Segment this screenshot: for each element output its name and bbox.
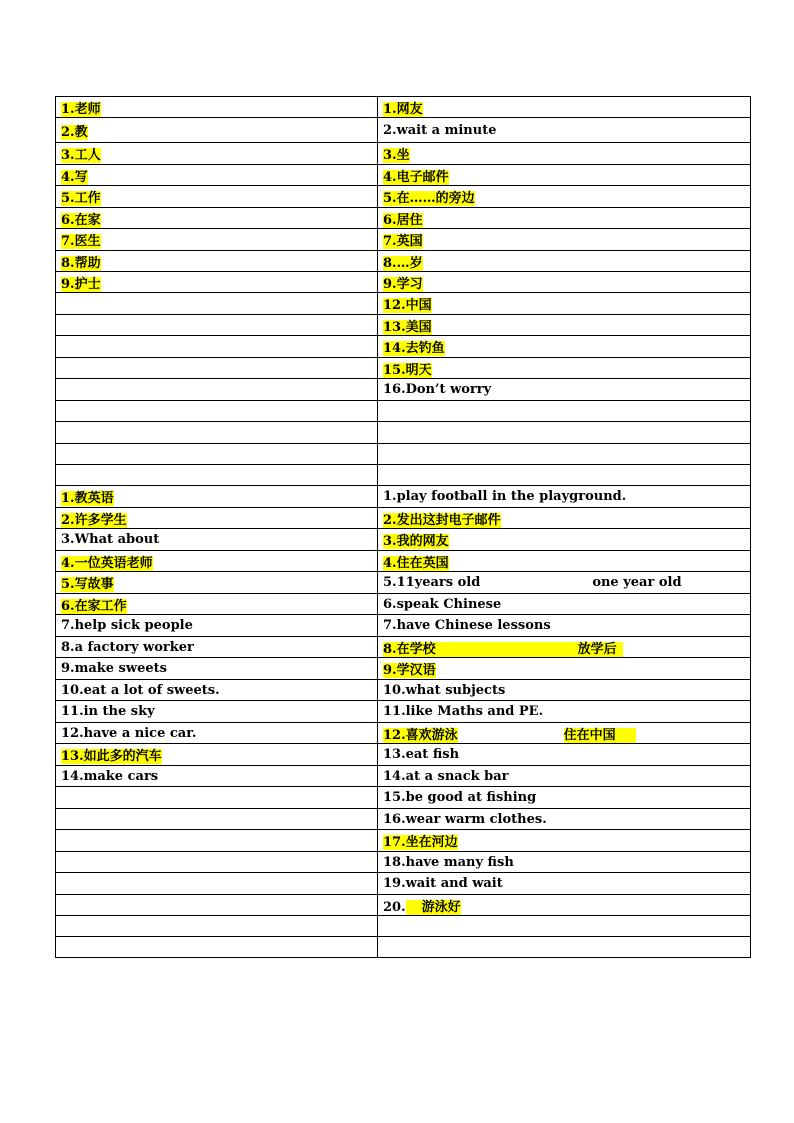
vocab-entry: 13.如此多的汽车 [61, 749, 162, 764]
vocab-entry: 3.我的网友 [383, 534, 449, 549]
left-cell [56, 809, 378, 830]
right-cell [378, 809, 751, 830]
left-cell [56, 852, 378, 873]
table-row [56, 143, 751, 165]
table-row [56, 251, 751, 272]
left-cell [56, 744, 378, 766]
spacer [616, 728, 636, 743]
table-row [56, 358, 751, 379]
vocab-entry: 14.make cars [61, 768, 159, 784]
vocab-entry: 10.eat a lot of sweets. [61, 682, 220, 698]
table-row [56, 379, 751, 401]
right-cell [378, 165, 751, 186]
left-cell [56, 444, 378, 465]
left-cell [56, 379, 378, 401]
spacer [617, 642, 623, 657]
vocab-entry: 12.have a nice car. [61, 725, 197, 741]
right-cell [378, 637, 751, 658]
left-cell [56, 336, 378, 358]
right-cell [378, 465, 751, 486]
vocab-entry: 3.工人 [61, 148, 101, 163]
right-cell [378, 744, 751, 766]
table-row [56, 723, 751, 744]
right-cell [378, 830, 751, 852]
spacer [406, 900, 422, 915]
table-row [56, 293, 751, 315]
right-cell [378, 658, 751, 680]
right-cell [378, 379, 751, 401]
vocab-entry: 9.护士 [61, 276, 101, 292]
table-row [56, 272, 751, 293]
vocab-entry: 14.去钓鱼 [383, 341, 445, 356]
vocab-entry: 16.wear warm clothes. [383, 811, 547, 827]
table-row [56, 637, 751, 658]
right-cell [378, 358, 751, 379]
table-row [56, 444, 751, 465]
vocab-entry: 9.学汉语 [383, 663, 436, 678]
vocab-entry: 10.what subjects [383, 682, 506, 698]
table-row [56, 118, 751, 143]
vocab-entry: 8.帮助 [61, 255, 101, 271]
vocab-entry: 16.Don’t worry [383, 382, 492, 397]
left-cell [56, 508, 378, 529]
table-row [56, 229, 751, 251]
left-cell [56, 701, 378, 723]
left-cell [56, 680, 378, 701]
left-cell [56, 315, 378, 336]
left-cell [56, 572, 378, 594]
left-cell [56, 401, 378, 422]
vocab-entry: 12.喜欢游泳 [383, 727, 458, 743]
vocab-entry: 9.学习 [383, 276, 423, 292]
vocab-entry: 6.speak Chinese [383, 596, 502, 612]
right-cell [378, 229, 751, 251]
vocab-entry: 14.at a snack bar [383, 768, 509, 784]
table-row [56, 572, 751, 594]
table-row [56, 744, 751, 766]
right-cell [378, 315, 751, 336]
vocab-entry: 2.教 [61, 124, 88, 140]
left-cell [56, 358, 378, 379]
table-row [56, 852, 751, 873]
right-cell [378, 422, 751, 444]
table-row [56, 401, 751, 422]
left-cell [56, 118, 378, 143]
left-cell [56, 529, 378, 551]
right-cell [378, 486, 751, 508]
table-row [56, 615, 751, 637]
table-row [56, 165, 751, 186]
left-cell [56, 895, 378, 916]
vocab-entry: 6.在家工作 [61, 598, 127, 614]
right-cell [378, 293, 751, 315]
right-cell [378, 97, 751, 118]
table-row [56, 186, 751, 208]
table-row [56, 551, 751, 572]
table-row [56, 766, 751, 787]
right-cell [378, 766, 751, 787]
left-cell [56, 422, 378, 444]
left-cell [56, 293, 378, 315]
vocab-entry: 7.医生 [61, 234, 101, 249]
spacer [458, 728, 564, 743]
table-row [56, 594, 751, 615]
right-cell [378, 551, 751, 572]
vocab-entry: 5.在……的旁边 [383, 191, 475, 206]
vocab-entry: one year old [592, 575, 682, 590]
vocab-entry: 4.写 [61, 169, 88, 185]
table-row [56, 830, 751, 852]
right-cell [378, 401, 751, 422]
vocab-entry: 2.wait a minute [383, 122, 497, 138]
right-cell [378, 251, 751, 272]
vocab-entry: 5.写故事 [61, 577, 114, 592]
vocab-entry: 1.教英语 [61, 491, 114, 506]
table-row [56, 680, 751, 701]
left-cell [56, 787, 378, 809]
right-cell [378, 723, 751, 744]
vocab-entry: 15.be good at fishing [383, 790, 537, 805]
right-cell [378, 508, 751, 529]
right-cell [378, 873, 751, 895]
right-cell [378, 208, 751, 229]
vocab-entry: 8.在学校 [383, 641, 436, 657]
right-cell [378, 594, 751, 615]
vocab-entry: 13.eat fish [383, 747, 460, 762]
vocab-entry: 18.have many fish [383, 854, 514, 870]
left-cell [56, 229, 378, 251]
vocab-entry: 15.明天 [383, 362, 432, 378]
left-cell [56, 658, 378, 680]
table-row [56, 315, 751, 336]
right-cell [378, 937, 751, 958]
vocab-entry: 12.中国 [383, 298, 432, 313]
vocab-entry: 7.help sick people [61, 618, 193, 633]
table-row [56, 809, 751, 830]
vocab-entry: 6.居住 [383, 212, 423, 228]
table-row [56, 787, 751, 809]
left-cell [56, 937, 378, 958]
spacer [480, 575, 592, 590]
left-cell [56, 97, 378, 118]
table-row [56, 508, 751, 529]
vocab-entry: 1.老师 [61, 101, 101, 117]
vocab-entry: 8.a factory worker [61, 639, 194, 655]
left-cell [56, 208, 378, 229]
table-row [56, 422, 751, 444]
vocab-entry: 游泳好 [421, 899, 461, 915]
left-cell [56, 916, 378, 937]
table-row [56, 658, 751, 680]
table-row [56, 97, 751, 118]
right-cell [378, 336, 751, 358]
right-cell [378, 272, 751, 293]
left-cell [56, 465, 378, 486]
right-cell [378, 143, 751, 165]
left-cell [56, 143, 378, 165]
vocab-entry: 20. [383, 899, 406, 915]
vocab-entry: 放学后 [577, 641, 617, 657]
vocab-entry: 13.美国 [383, 319, 432, 335]
vocab-entry: 4.住在英国 [383, 555, 449, 571]
left-cell [56, 723, 378, 744]
table-row [56, 937, 751, 958]
vocab-entry: 17.坐在河边 [383, 835, 458, 850]
vocab-entry: 7.have Chinese lessons [383, 618, 551, 633]
vocab-entry: 1.play football in the playground. [383, 489, 627, 504]
vocab-entry: 8.…岁 [383, 255, 423, 271]
spacer [436, 642, 578, 657]
right-cell [378, 444, 751, 465]
left-cell [56, 551, 378, 572]
table-row [56, 895, 751, 916]
vocab-entry: 住在中国 [563, 727, 616, 743]
table-row [56, 486, 751, 508]
left-cell [56, 251, 378, 272]
left-cell [56, 873, 378, 895]
vocab-entry: 2.发出这封电子邮件 [383, 512, 501, 528]
vocab-entry: 1.网友 [383, 101, 423, 117]
left-cell [56, 272, 378, 293]
right-cell [378, 701, 751, 723]
table-row [56, 336, 751, 358]
vocab-entry: 11.in the sky [61, 704, 155, 719]
right-cell [378, 118, 751, 143]
table-row [56, 208, 751, 229]
table-row [56, 701, 751, 723]
right-cell [378, 787, 751, 809]
vocab-entry: 19.wait and wait [383, 876, 503, 891]
left-cell [56, 637, 378, 658]
table-row [56, 873, 751, 895]
left-cell [56, 165, 378, 186]
left-cell [56, 594, 378, 615]
left-cell [56, 186, 378, 208]
left-cell [56, 615, 378, 637]
vocab-entry: 7.英国 [383, 234, 423, 249]
vocab-entry: 3.What about [61, 532, 160, 547]
right-cell [378, 615, 751, 637]
vocab-entry: 5.工作 [61, 191, 101, 206]
right-cell [378, 895, 751, 916]
vocab-entry: 2.许多学生 [61, 512, 127, 528]
right-cell [378, 186, 751, 208]
vocabulary-table [55, 96, 751, 958]
right-cell [378, 680, 751, 701]
right-cell [378, 529, 751, 551]
table-row [56, 529, 751, 551]
left-cell [56, 830, 378, 852]
left-cell [56, 486, 378, 508]
right-cell [378, 916, 751, 937]
right-cell [378, 852, 751, 873]
table-row [56, 916, 751, 937]
vocab-entry: 4.电子邮件 [383, 169, 449, 185]
vocab-entry: 5.11years old [383, 575, 481, 590]
vocab-entry: 11.like Maths and PE. [383, 704, 544, 719]
vocab-entry: 6.在家 [61, 212, 101, 228]
vocab-entry: 4.一位英语老师 [61, 555, 153, 571]
left-cell [56, 766, 378, 787]
vocab-entry: 9.make sweets [61, 661, 167, 676]
table-row [56, 465, 751, 486]
right-cell [378, 572, 751, 594]
vocab-entry: 3.坐 [383, 148, 410, 163]
vocabulary-table-body [56, 97, 751, 958]
